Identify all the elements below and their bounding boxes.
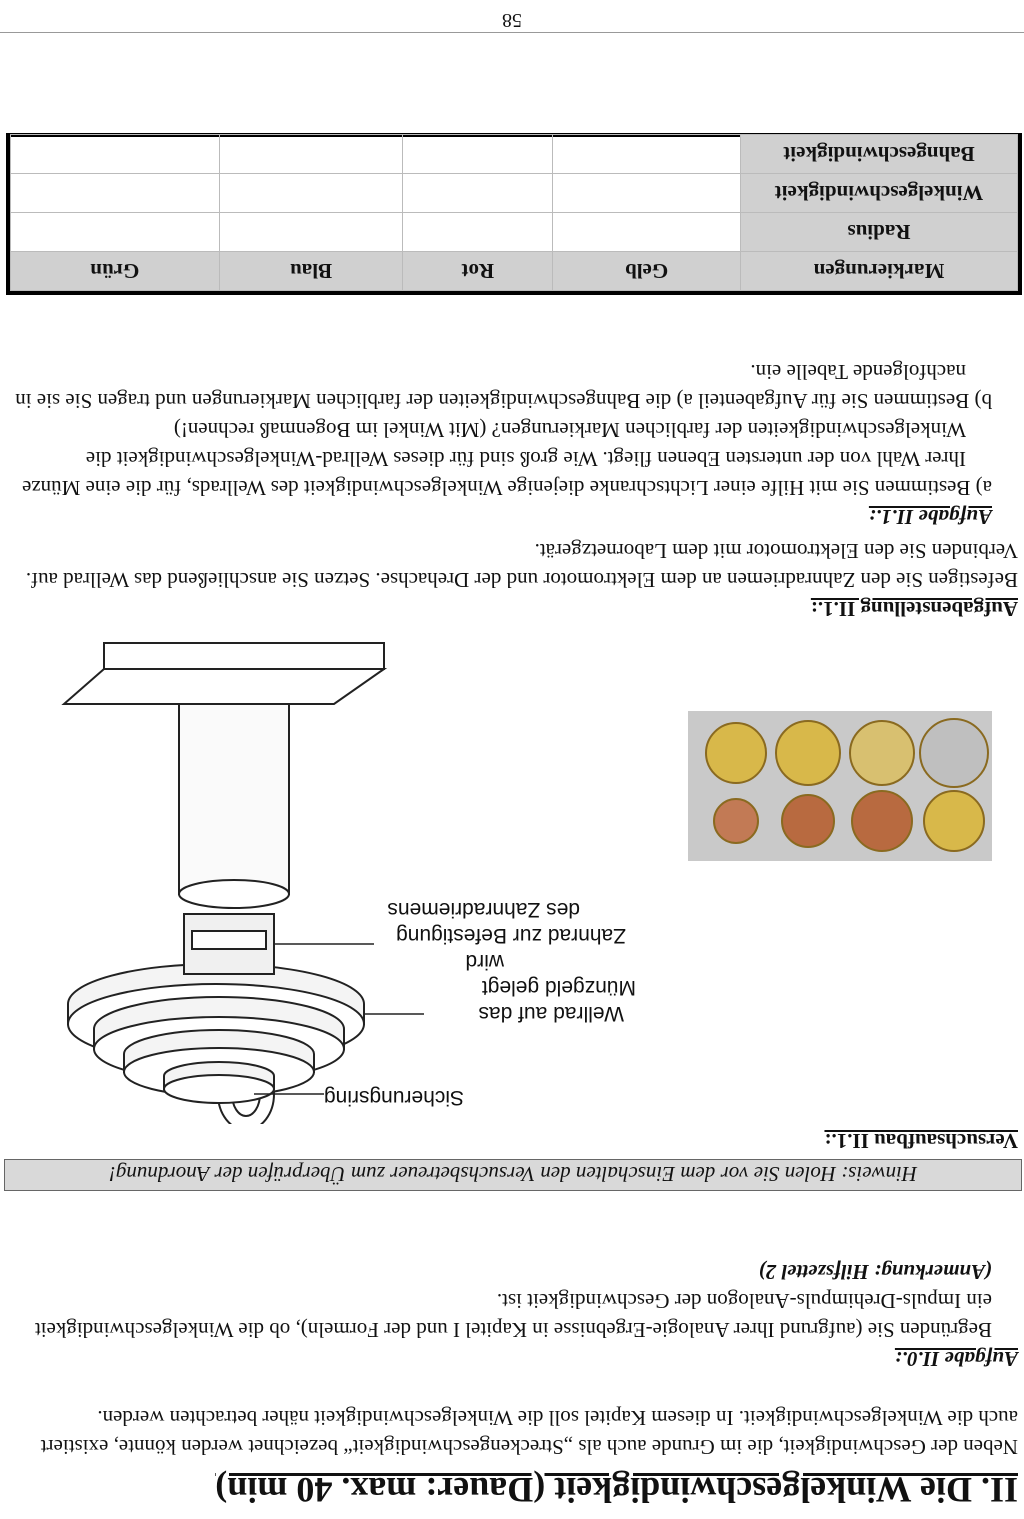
page-number: 58 xyxy=(502,9,522,31)
table-row xyxy=(11,135,1018,174)
label-gear-1: Zahnrad zur Befestigung xyxy=(396,924,626,947)
euro-coins-image xyxy=(688,711,992,861)
label-gear-2: des Zahnradriemens xyxy=(387,898,580,921)
table-cell[interactable] xyxy=(11,135,220,174)
table-header-cell: Markierungen xyxy=(741,252,1018,291)
task-ii1-part-b: b) Bestimmen Sie für Aufgabenteil a) die Bahngeschwindigkeiten der farblichen Markierungen und tragen Sie sie in nachfolgende Tabelle ein. xyxy=(15,360,992,413)
table-cell[interactable] xyxy=(553,213,741,252)
table-cell[interactable] xyxy=(403,174,553,213)
row-label: Radius xyxy=(741,213,1018,252)
table-row xyxy=(11,174,1018,213)
task-ii1-part-a: a) Bestimmen Sie mit Hilfe einer Lichtschranke diejenige Winkelgeschwindigkeit des Wellrads, für die eine Münze Ihrer Wahl von der untersten Ebenen fliegt. Wie groß sind für dieses Wellrad-Winkelgeschwindigkeit die Winkelgeschwindigkeiten der farblichen Markierungen? (Mit Winkel im Bogenmaß rechnen!) xyxy=(22,418,992,500)
marker-table xyxy=(10,134,1018,291)
task-setup-block xyxy=(6,536,1018,623)
table-cell[interactable] xyxy=(553,135,741,174)
coin-shape xyxy=(924,791,984,851)
table-cell[interactable] xyxy=(11,213,220,252)
marker-table-frame xyxy=(6,133,1022,295)
task-setup-heading: Aufgabenstellung II.1.: xyxy=(810,597,1018,621)
task-ii0-heading: Aufgabe II.0.: xyxy=(894,1347,1018,1371)
hint-box: Hinweis: Holen Sie vor dem Einschalten den Versuchsbetreuer zum Überprüfen der Anordnung! xyxy=(4,1159,1022,1191)
table-header-row xyxy=(11,252,1018,291)
table-cell[interactable] xyxy=(219,213,403,252)
table-cell[interactable] xyxy=(11,174,220,213)
table-header-cell: Blau xyxy=(219,252,403,291)
table-cell[interactable] xyxy=(553,174,741,213)
task-ii0-block xyxy=(6,1257,1018,1373)
task-ii1-block xyxy=(6,357,1018,531)
table-header-cell: Rot xyxy=(403,252,553,291)
table-header-cell: Gelb xyxy=(553,252,741,291)
label-securing-ring: Sicherungsring xyxy=(323,1086,464,1109)
row-label: Winkelgeschwindigkeit xyxy=(741,174,1018,213)
task-ii0-note: (Anmerkung: Hilfszettel 2) xyxy=(758,1260,992,1284)
footer-divider xyxy=(0,32,1024,33)
table-cell[interactable] xyxy=(219,174,403,213)
table-cell[interactable] xyxy=(403,135,553,174)
table-row xyxy=(11,213,1018,252)
apparatus-diagram xyxy=(24,634,424,1124)
intro-paragraph: Neben der Geschwindigkeit, die im Grunde auch als „Streckengeschwindigkeit“ bezeichnet werden könnte, existiert auch die Winkelgeschwindigkeit. In diesem Kapitel soll die Winkelgeschwindigkeit näher betrachten werden. xyxy=(40,1406,1018,1459)
table-cell[interactable] xyxy=(403,213,553,252)
label-wheel-2: Münzgeld gelegt xyxy=(481,976,636,999)
setup-heading: Versuchsaufbau II.1.: xyxy=(824,1129,1018,1153)
row-label: Bahngeschwindigkeit xyxy=(741,135,1018,174)
mount-plate xyxy=(64,669,384,704)
page-title: II. Die Winkelgeschwindigkeit (Dauer: max. 40 min) xyxy=(215,1470,1018,1510)
table-cell[interactable] xyxy=(219,135,403,174)
label-wheel-1: Wellrad auf das xyxy=(478,1002,624,1025)
task-ii1-heading: Aufgabe II.1.: xyxy=(868,505,992,529)
task-ii0-text: Begründen Sie (aufgrund Ihrer Analogie-Ergebnisse in Kapitel I und der Formeln), ob die Winkelgeschwindigkeit ein Impuls-Drehimpuls-Analogon der Geschwindigkeit ist. xyxy=(34,1289,992,1342)
label-wheel-3: wird xyxy=(465,950,504,973)
table-header-cell: Grün xyxy=(11,252,220,291)
task-setup-text: Befestigen Sie den Zahnradriemen an dem Elektromotor und der Drehachse. Setzen Sie anschließend das Wellrad auf. Verbinden Sie den Elektromotor mit dem Labornetzgerät. xyxy=(25,539,1018,592)
motor-cylinder xyxy=(179,704,289,894)
